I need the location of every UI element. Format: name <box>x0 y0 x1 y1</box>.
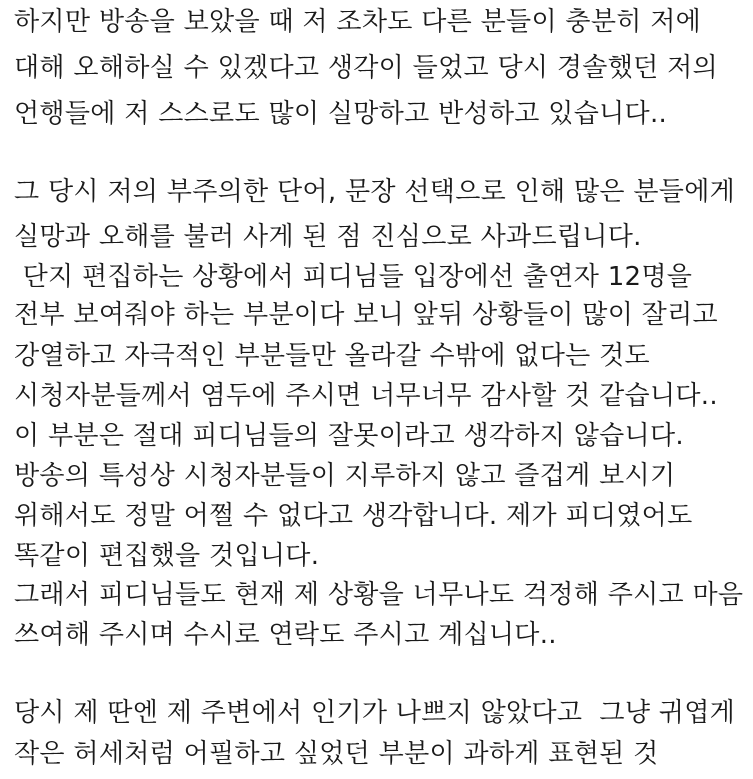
paragraph-2-line-7: 이 부분은 절대 피디님들의 잘못이라고 생각하지 않습니다. <box>14 421 684 451</box>
paragraph-2-line-11: 그래서 피디님들도 현재 제 상황을 너무나도 걱정해 주시고 마음 <box>14 580 744 610</box>
paragraph-3-line-2: 작은 허세처럼 어필하고 싶었던 부분이 과하게 표현된 것 <box>14 739 659 769</box>
paragraph-2-line-6: 시청자분들께서 염두에 주시면 너무너무 감사할 것 같습니다.. <box>14 381 718 411</box>
paragraph-2-line-3: 단지 편집하는 상황에서 피디님들 입장에선 출연자 12명을 <box>14 262 693 292</box>
paragraph-1-line-1: 하지만 방송을 보았을 때 저 조차도 다른 분들이 충분히 저에 <box>14 7 702 37</box>
paragraph-2-line-2: 실망과 오해를 불러 사게 된 점 진심으로 사과드립니다. <box>14 222 642 252</box>
paragraph-3-line-1: 당시 제 딴엔 제 주변에서 인기가 나쁘지 않았다고 그냥 귀엽게 <box>14 698 736 728</box>
paragraph-2-line-4: 전부 보여줘야 하는 부분이다 보니 앞뒤 상황들이 많이 잘리고 <box>14 300 718 330</box>
paragraph-2-line-1: 그 당시 저의 부주의한 단어, 문장 선택으로 인해 많은 분들에게 <box>14 177 736 207</box>
paragraph-1-line-2: 대해 오해하실 수 있겠다고 생각이 들었고 당시 경솔했던 저의 <box>14 53 718 83</box>
paragraph-2-line-8: 방송의 특성상 시청자분들이 지루하지 않고 즐겁게 보시기 <box>14 461 676 491</box>
paragraph-2-line-12: 쓰여해 주시며 수시로 연락도 주시고 계십니다.. <box>14 620 557 650</box>
paragraph-2-line-9: 위해서도 정말 어쩔 수 없다고 생각합니다. 제가 피디였어도 <box>14 501 693 531</box>
paragraph-2-line-10: 똑같이 편집했을 것입니다. <box>14 541 320 571</box>
paragraph-1-line-3: 언행들에 저 스스로도 많이 실망하고 반성하고 있습니다.. <box>14 99 668 129</box>
paragraph-2-line-5: 강열하고 자극적인 부분들만 올라갈 수밖에 없다는 것도 <box>14 341 650 371</box>
